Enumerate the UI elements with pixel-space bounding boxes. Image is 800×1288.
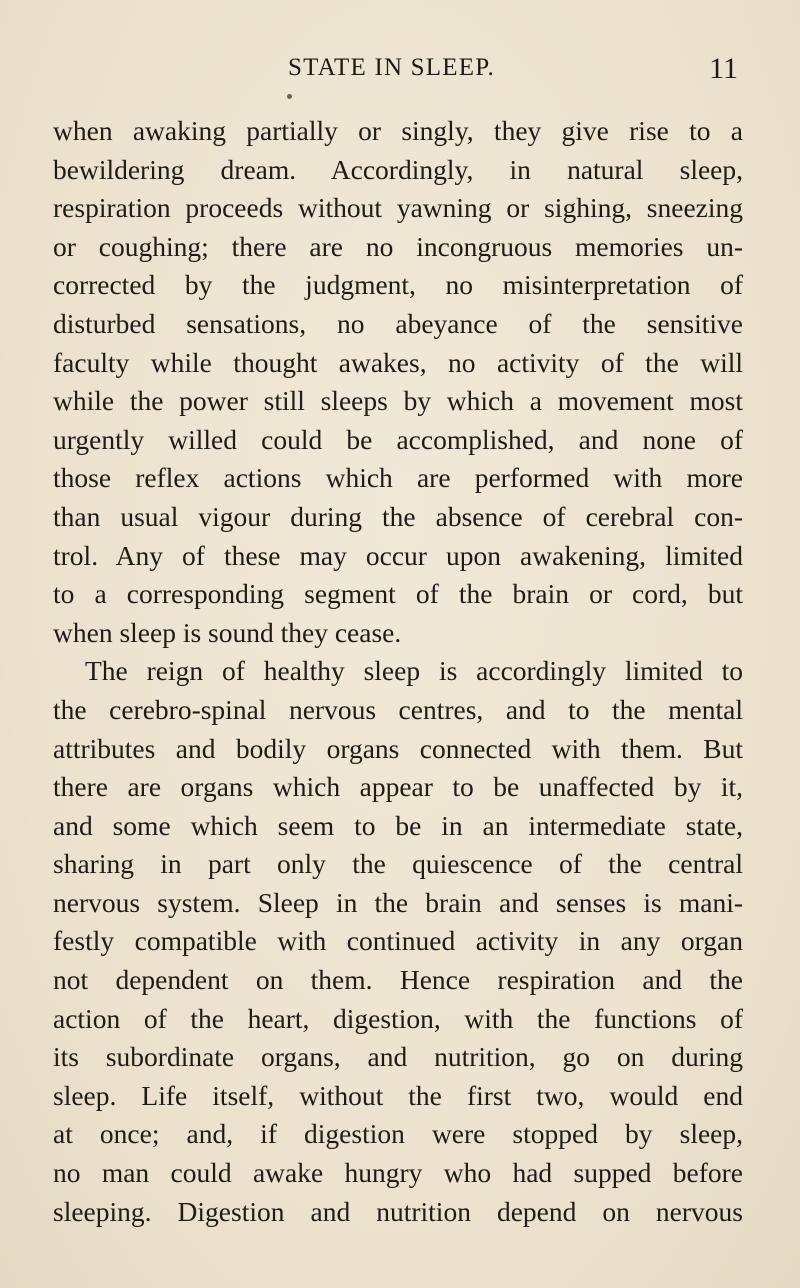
text-line: attributes and bodily organs connected with them. But (53, 732, 743, 764)
text-line: while the power still sleeps by which a movement most (53, 385, 743, 417)
text-line: to a corresponding segment of the brain or cord, but (53, 578, 743, 610)
text-line: sleeping. Digestion and nutrition depend on nervous (53, 1195, 743, 1227)
text-line: when sleep is sound they cease. (53, 616, 402, 648)
text-line: than usual vigour during the absence of cerebral con- (53, 500, 743, 532)
text-line: those reflex actions which are performed with more (53, 462, 743, 494)
body-text (53, 112, 743, 1231)
text-line: its subordinate organs, and nutrition, go on during (53, 1041, 743, 1073)
text-line: respiration proceeds without yawning or sighing, sneezing (53, 192, 743, 224)
text-line: there are organs which appear to be unaffected by it, (53, 771, 743, 803)
text-line: urgently willed could be accomplished, and none of (53, 423, 743, 455)
page-header (0, 54, 800, 90)
text-line: corrected by the judgment, no misinterpretation of (53, 269, 743, 301)
text-line: action of the heart, digestion, with the functions of (53, 1002, 743, 1034)
text-line: The reign of healthy sleep is accordingly limited to (85, 655, 743, 687)
paragraph-1 (53, 112, 743, 652)
text-line: when awaking partially or singly, they give rise to a (53, 115, 743, 146)
text-line: not dependent on them. Hence respiration and the (53, 964, 743, 996)
text-line: nervous system. Sleep in the brain and senses is mani- (53, 886, 743, 918)
running-head: STATE IN SLEEP. (288, 54, 495, 81)
text-line: sleep. Life itself, without the first two, would end (53, 1079, 743, 1111)
paragraph-2 (53, 652, 743, 1231)
text-line: at once; and, if digestion were stopped by sleep, (53, 1118, 743, 1150)
page-number: 11 (709, 52, 738, 85)
text-line: no man could awake hungry who had supped before (53, 1157, 743, 1189)
text-line: and some which seem to be in an intermediate state, (53, 809, 743, 841)
text-line: festly compatible with continued activity in any organ (53, 925, 743, 957)
text-line: disturbed sensations, no abeyance of the sensitive (53, 307, 743, 339)
text-line: trol. Any of these may occur upon awakening, limited (53, 539, 743, 571)
text-line: the cerebro-spinal nervous centres, and to the mental (53, 693, 743, 725)
text-line: sharing in part only the quiescence of the central (53, 848, 743, 880)
text-line: faculty while thought awakes, no activity of the will (53, 346, 743, 378)
ink-speck (287, 94, 292, 99)
text-line: bewildering dream. Accordingly, in natural sleep, (53, 153, 743, 185)
text-line: or coughing; there are no incongruous memories un- (53, 230, 743, 262)
